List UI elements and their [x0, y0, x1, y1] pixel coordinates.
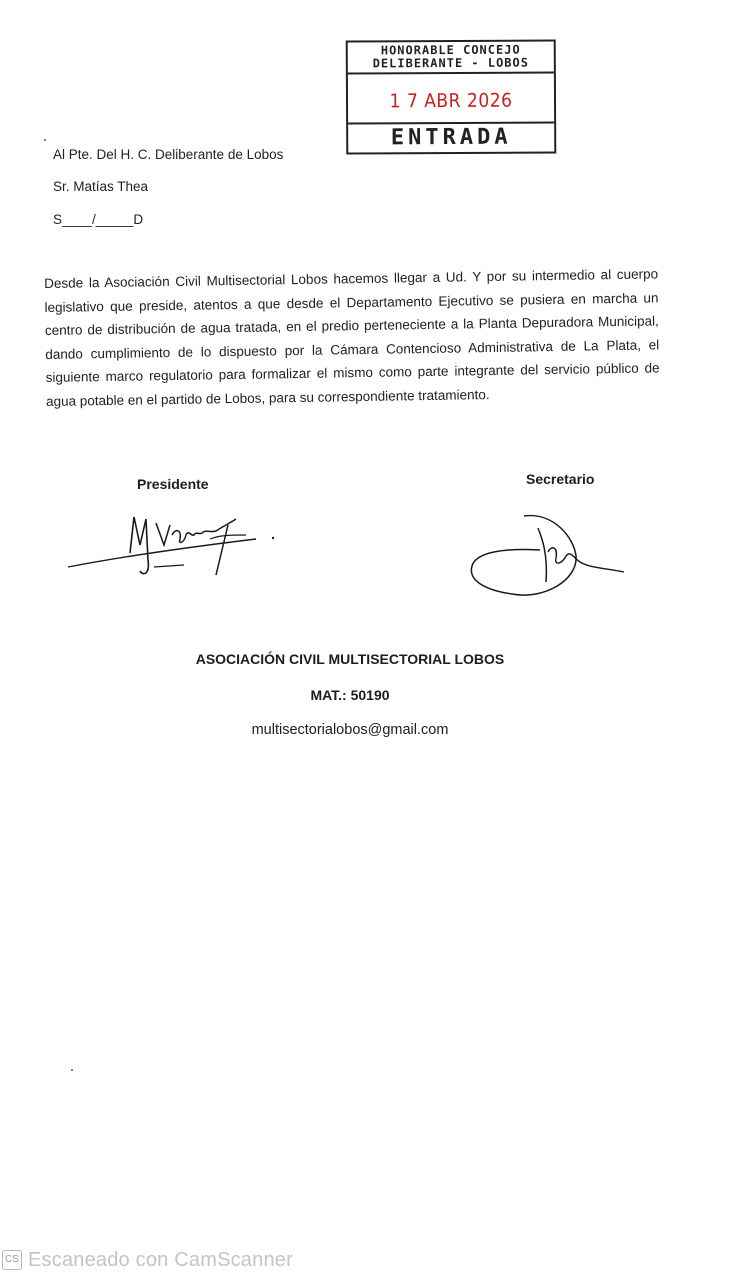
stamp-line-2: DELIBERANTE - LOBOS: [372, 55, 529, 71]
president-signature: [60, 505, 280, 585]
reception-stamp: [346, 39, 557, 154]
president-label: Presidente: [137, 476, 209, 492]
watermark-text: Escaneado con CamScanner: [28, 1248, 293, 1271]
stamp-date: 1 7 ABR 2026: [389, 89, 513, 113]
scan-speck: [71, 1069, 73, 1071]
scanner-watermark: [0, 1246, 293, 1274]
secretary-label: Secretario: [526, 471, 595, 487]
stamp-header: [348, 41, 554, 74]
stamp-entry-label: ENTRADA: [348, 121, 554, 154]
camscanner-logo-icon: CS: [2, 1250, 22, 1270]
scan-speck: [44, 139, 46, 141]
stamp-line-1: HONORABLE CONCEJO: [380, 42, 521, 58]
registration-number: MAT.: 50190: [310, 687, 390, 703]
addressee-title: Al Pte. Del H. C. Deliberante de Lobos: [53, 147, 284, 162]
addressee-name: Sr. Matías Thea: [53, 179, 149, 194]
secretary-signature: [464, 508, 634, 608]
organization-email: multisectorialobos@gmail.com: [251, 722, 449, 738]
letter-body: Desde la Asociación Civil Multisectorial Lobos hacemos llegar a Ud. Y por su intermedio al cuerpo legislativo que preside, atentos a que desde el Departamento Ejecutivo se pusiera en marcha un centro de distribución de agua tratada, en el predio perteneciente a la Planta Depuradora Municipal, dando cumplimiento de lo dispuesto por la Cámara Contencioso Administrativa de La Plata, el siguiente marco regulatorio para formalizar el mismo como parte integrante del servicio público de agua potable en el partido de Lobos, para su correspondiente tratamiento.: [44, 266, 660, 409]
organization-name: ASOCIACIÓN CIVIL MULTISECTORIAL LOBOS: [195, 651, 505, 667]
salutation: S____/_____D: [53, 212, 144, 227]
